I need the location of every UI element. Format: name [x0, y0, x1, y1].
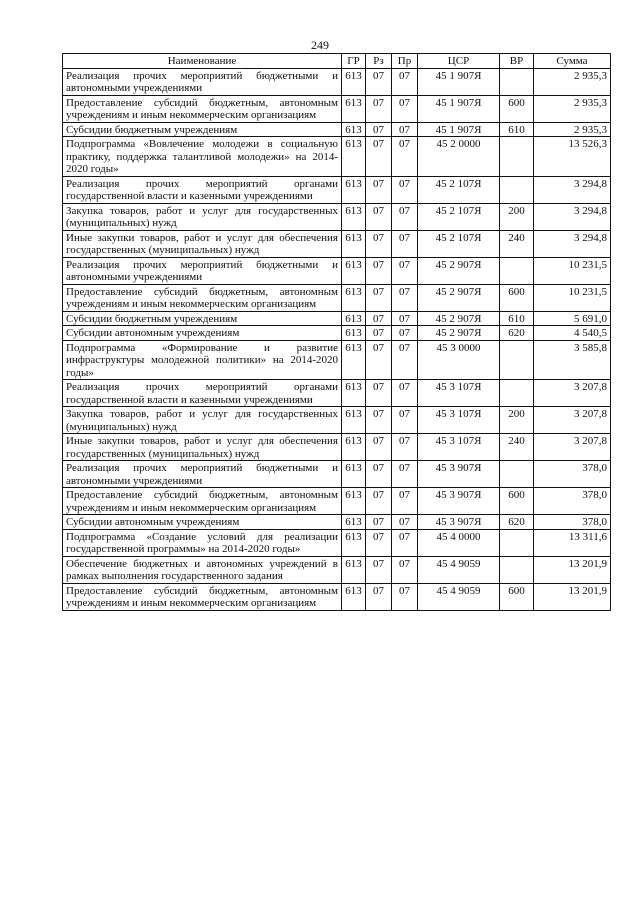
- table-row: [63, 311, 611, 326]
- cell-pr: 07: [392, 203, 418, 230]
- cell-csr: 45 3 107Я: [418, 434, 500, 461]
- cell-pr: 07: [392, 556, 418, 583]
- cell-name: Предоставление субсидий бюджетным, автономным учреждениям и иным некоммерческим организациям: [63, 583, 342, 610]
- table-row: [63, 434, 611, 461]
- cell-pr: 07: [392, 257, 418, 284]
- cell-sum: 5 691,0: [534, 311, 611, 326]
- table-row: [63, 529, 611, 556]
- table-header: [63, 54, 611, 69]
- table-row: [63, 122, 611, 137]
- cell-sum: 378,0: [534, 461, 611, 488]
- cell-csr: 45 1 907Я: [418, 68, 500, 95]
- cell-csr: 45 3 907Я: [418, 488, 500, 515]
- cell-vr: [500, 380, 534, 407]
- cell-sum: 2 935,3: [534, 68, 611, 95]
- cell-gr: 613: [342, 529, 366, 556]
- cell-vr: [500, 556, 534, 583]
- cell-rz: 07: [366, 488, 392, 515]
- cell-csr: 45 4 9059: [418, 583, 500, 610]
- cell-gr: 613: [342, 583, 366, 610]
- header-rz: Рз: [366, 54, 392, 69]
- table-row: [63, 284, 611, 311]
- cell-name: Реализация прочих мероприятий бюджетными и автономными учреждениями: [63, 68, 342, 95]
- cell-vr: [500, 176, 534, 203]
- cell-gr: 613: [342, 230, 366, 257]
- cell-vr: [500, 257, 534, 284]
- page-number: 249: [311, 38, 329, 52]
- cell-csr: 45 1 907Я: [418, 95, 500, 122]
- cell-pr: 07: [392, 311, 418, 326]
- cell-name: Предоставление субсидий бюджетным, автономным учреждениям и иным некоммерческим организациям: [63, 284, 342, 311]
- cell-gr: 613: [342, 257, 366, 284]
- cell-rz: 07: [366, 407, 392, 434]
- cell-vr: [500, 461, 534, 488]
- table-row: [63, 380, 611, 407]
- cell-vr: 200: [500, 203, 534, 230]
- cell-vr: 620: [500, 515, 534, 530]
- cell-rz: 07: [366, 257, 392, 284]
- cell-sum: 2 935,3: [534, 122, 611, 137]
- cell-sum: 13 311,6: [534, 529, 611, 556]
- budget-table: [62, 53, 611, 611]
- cell-rz: 07: [366, 340, 392, 380]
- cell-pr: 07: [392, 407, 418, 434]
- cell-pr: 07: [392, 583, 418, 610]
- cell-sum: 378,0: [534, 488, 611, 515]
- cell-vr: [500, 68, 534, 95]
- cell-pr: 07: [392, 380, 418, 407]
- cell-rz: 07: [366, 137, 392, 177]
- cell-csr: 45 3 0000: [418, 340, 500, 380]
- cell-sum: 3 207,8: [534, 407, 611, 434]
- cell-csr: 45 2 907Я: [418, 284, 500, 311]
- cell-sum: 13 201,9: [534, 556, 611, 583]
- cell-vr: 200: [500, 407, 534, 434]
- cell-sum: 3 585,8: [534, 340, 611, 380]
- cell-rz: 07: [366, 529, 392, 556]
- cell-vr: 600: [500, 284, 534, 311]
- cell-pr: 07: [392, 176, 418, 203]
- cell-gr: 613: [342, 556, 366, 583]
- cell-gr: 613: [342, 488, 366, 515]
- cell-rz: 07: [366, 122, 392, 137]
- table-row: [63, 176, 611, 203]
- cell-name: Подпрограмма «Формирование и развитие инфраструктуры молодежной политики» на 2014-2020 годы»: [63, 340, 342, 380]
- cell-name: Субсидии бюджетным учреждениям: [63, 122, 342, 137]
- cell-csr: 45 3 107Я: [418, 407, 500, 434]
- cell-rz: 07: [366, 95, 392, 122]
- cell-vr: [500, 529, 534, 556]
- cell-gr: 613: [342, 515, 366, 530]
- cell-csr: 45 2 907Я: [418, 311, 500, 326]
- cell-pr: 07: [392, 434, 418, 461]
- cell-pr: 07: [392, 326, 418, 341]
- cell-name: Субсидии бюджетным учреждениям: [63, 311, 342, 326]
- table-row: [63, 95, 611, 122]
- cell-rz: 07: [366, 203, 392, 230]
- cell-gr: 613: [342, 176, 366, 203]
- cell-gr: 613: [342, 434, 366, 461]
- cell-vr: 240: [500, 434, 534, 461]
- cell-sum: 4 540,5: [534, 326, 611, 341]
- cell-name: Реализация прочих мероприятий органами государственной власти и казенными учреждениями: [63, 176, 342, 203]
- cell-sum: 3 294,8: [534, 176, 611, 203]
- header-pr: Пр: [392, 54, 418, 69]
- cell-name: Иные закупки товаров, работ и услуг для обеспечения государственных (муниципальных) нужд: [63, 230, 342, 257]
- cell-sum: 2 935,3: [534, 95, 611, 122]
- cell-name: Реализация прочих мероприятий бюджетными и автономными учреждениями: [63, 257, 342, 284]
- table-row: [63, 326, 611, 341]
- cell-vr: 600: [500, 488, 534, 515]
- cell-rz: 07: [366, 68, 392, 95]
- cell-name: Предоставление субсидий бюджетным, автономным учреждениям и иным некоммерческим организациям: [63, 95, 342, 122]
- table-row: [63, 515, 611, 530]
- cell-pr: 07: [392, 95, 418, 122]
- cell-pr: 07: [392, 68, 418, 95]
- cell-name: Предоставление субсидий бюджетным, автономным учреждениям и иным некоммерческим организациям: [63, 488, 342, 515]
- table-row: [63, 583, 611, 610]
- cell-sum: 3 294,8: [534, 203, 611, 230]
- cell-sum: 13 526,3: [534, 137, 611, 177]
- cell-pr: 07: [392, 488, 418, 515]
- cell-vr: 610: [500, 122, 534, 137]
- cell-rz: 07: [366, 284, 392, 311]
- cell-csr: 45 2 107Я: [418, 230, 500, 257]
- cell-name: Обеспечение бюджетных и автономных учреждений в рамках выполнения государственного задания: [63, 556, 342, 583]
- cell-name: Иные закупки товаров, работ и услуг для обеспечения государственных (муниципальных) нужд: [63, 434, 342, 461]
- cell-rz: 07: [366, 556, 392, 583]
- cell-sum: 3 207,8: [534, 380, 611, 407]
- cell-rz: 07: [366, 326, 392, 341]
- table-row: [63, 340, 611, 380]
- cell-gr: 613: [342, 203, 366, 230]
- cell-gr: 613: [342, 311, 366, 326]
- cell-sum: 378,0: [534, 515, 611, 530]
- table-body: [63, 68, 611, 610]
- cell-name: Реализация прочих мероприятий бюджетными и автономными учреждениями: [63, 461, 342, 488]
- cell-pr: 07: [392, 515, 418, 530]
- table-row: [63, 461, 611, 488]
- cell-gr: 613: [342, 326, 366, 341]
- cell-name: Закупка товаров, работ и услуг для государственных (муниципальных) нужд: [63, 407, 342, 434]
- cell-pr: 07: [392, 284, 418, 311]
- cell-name: Подпрограмма «Вовлечение молодежи в социальную практику, поддержка талантливой молодежи» на 2014-2020 годы»: [63, 137, 342, 177]
- cell-rz: 07: [366, 515, 392, 530]
- cell-gr: 613: [342, 68, 366, 95]
- cell-rz: 07: [366, 230, 392, 257]
- table-row: [63, 257, 611, 284]
- table-row: [63, 137, 611, 177]
- cell-csr: 45 2 907Я: [418, 257, 500, 284]
- cell-name: Реализация прочих мероприятий органами государственной власти и казенными учреждениями: [63, 380, 342, 407]
- table-row: [63, 230, 611, 257]
- header-row: [63, 54, 611, 69]
- cell-sum: 3 207,8: [534, 434, 611, 461]
- cell-pr: 07: [392, 340, 418, 380]
- table-row: [63, 556, 611, 583]
- cell-csr: 45 2 107Я: [418, 203, 500, 230]
- header-sum: Сумма: [534, 54, 611, 69]
- cell-vr: 620: [500, 326, 534, 341]
- cell-pr: 07: [392, 461, 418, 488]
- cell-rz: 07: [366, 434, 392, 461]
- cell-name: Подпрограмма «Создание условий для реализации государственной программы» на 2014-2020 годы»: [63, 529, 342, 556]
- cell-gr: 613: [342, 380, 366, 407]
- cell-name: Субсидии автономным учреждениям: [63, 326, 342, 341]
- cell-vr: 240: [500, 230, 534, 257]
- cell-rz: 07: [366, 380, 392, 407]
- cell-gr: 613: [342, 95, 366, 122]
- cell-vr: 600: [500, 95, 534, 122]
- cell-vr: 610: [500, 311, 534, 326]
- cell-csr: 45 4 0000: [418, 529, 500, 556]
- table-row: [63, 68, 611, 95]
- cell-gr: 613: [342, 407, 366, 434]
- cell-sum: 10 231,5: [534, 284, 611, 311]
- cell-gr: 613: [342, 284, 366, 311]
- cell-pr: 07: [392, 137, 418, 177]
- cell-rz: 07: [366, 583, 392, 610]
- table-row: [63, 203, 611, 230]
- header-csr: ЦСР: [418, 54, 500, 69]
- header-gr: ГР: [342, 54, 366, 69]
- table-row: [63, 407, 611, 434]
- cell-vr: [500, 137, 534, 177]
- cell-csr: 45 3 907Я: [418, 515, 500, 530]
- cell-csr: 45 2 907Я: [418, 326, 500, 341]
- header-vr: ВР: [500, 54, 534, 69]
- cell-sum: 3 294,8: [534, 230, 611, 257]
- cell-rz: 07: [366, 461, 392, 488]
- cell-sum: 10 231,5: [534, 257, 611, 284]
- cell-name: Субсидии автономным учреждениям: [63, 515, 342, 530]
- cell-pr: 07: [392, 529, 418, 556]
- cell-rz: 07: [366, 311, 392, 326]
- header-name: Наименование: [63, 54, 342, 69]
- cell-csr: 45 3 107Я: [418, 380, 500, 407]
- cell-gr: 613: [342, 122, 366, 137]
- cell-rz: 07: [366, 176, 392, 203]
- cell-vr: [500, 340, 534, 380]
- cell-gr: 613: [342, 137, 366, 177]
- cell-gr: 613: [342, 340, 366, 380]
- cell-csr: 45 1 907Я: [418, 122, 500, 137]
- cell-csr: 45 2 107Я: [418, 176, 500, 203]
- cell-gr: 613: [342, 461, 366, 488]
- cell-pr: 07: [392, 122, 418, 137]
- cell-pr: 07: [392, 230, 418, 257]
- cell-csr: 45 3 907Я: [418, 461, 500, 488]
- cell-vr: 600: [500, 583, 534, 610]
- cell-sum: 13 201,9: [534, 583, 611, 610]
- cell-name: Закупка товаров, работ и услуг для государственных (муниципальных) нужд: [63, 203, 342, 230]
- cell-csr: 45 2 0000: [418, 137, 500, 177]
- cell-csr: 45 4 9059: [418, 556, 500, 583]
- table-row: [63, 488, 611, 515]
